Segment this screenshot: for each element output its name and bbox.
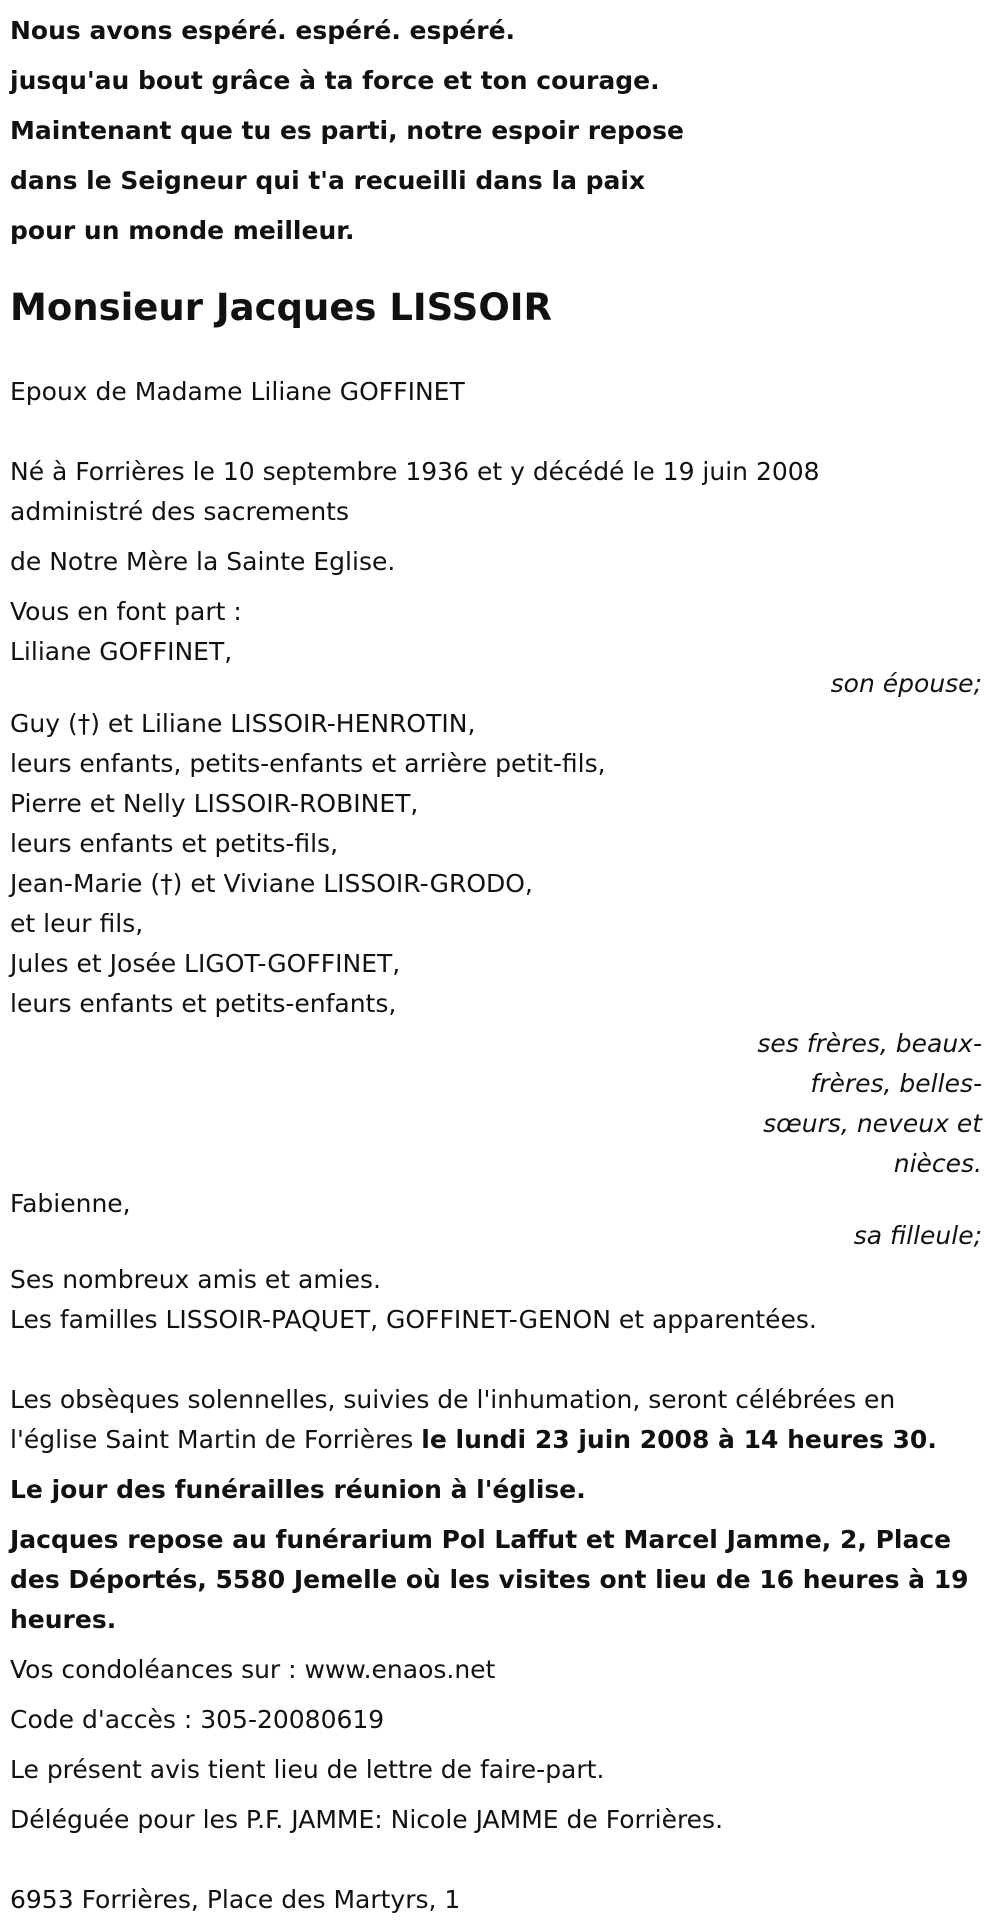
family-line: leurs enfants et petits-enfants, [10,989,397,1018]
spouse-name: Liliane GOFFINET, [10,637,233,666]
deceased-name: Monsieur Jacques LISSOIR [10,286,553,329]
access-code-line: Code d'accès : 305-20080619 [10,1705,385,1734]
funeral-text: Les obsèques solennelles, suivies de l'inhumation, seront célébrées en l'église Saint Martin de Forrières [10,1385,896,1454]
poem [10,0,990,256]
rest-info: Jacques repose au funérarium Pol Laffut et Marcel Jamme, 2, Place des Déportés, 5580 Jemelle où les visites ont lieu de 16 heures à 19 heures. [10,1525,969,1634]
sacraments-line-1: administré des sacrements [10,497,349,526]
family-line: Jules et Josée LIGOT-GOFFINET, [10,949,401,978]
family-role: ses frères, beaux-frères, belles-sœurs, neveux et nièces. [757,1029,982,1178]
funeral-paragraph [10,1380,990,1460]
poem-line: pour un monde meilleur. [10,216,355,245]
spouse-line: Epoux de Madame Liliane GOFFINET [10,377,465,406]
family-line: leurs enfants et petits-fils, [10,829,339,858]
poem-line: Nous avons espéré. espéré. espéré. [10,16,516,45]
announce-intro: Vous en font part : [10,597,242,626]
friends-line: Ses nombreux amis et amies. [10,1265,381,1294]
funeral-date: le lundi 23 juin 2008 à 14 heures 30. [421,1425,937,1454]
condolences-line: Vos condoléances sur : www.enaos.net [10,1655,496,1684]
family-line: leurs enfants, petits-enfants et arrière petit-fils, [10,749,606,778]
sacraments-line-2: de Notre Mère la Sainte Eglise. [10,547,396,576]
spouse-role: son épouse; [830,669,982,698]
family-line: Pierre et Nelly LISSOIR-ROBINET, [10,789,419,818]
family-line: et leur fils, [10,909,144,938]
family-line: Jean-Marie (†) et Viviane LISSOIR-GRODO, [10,869,533,898]
family-list [10,704,990,1024]
goddaughter-role: sa filleule; [853,1221,982,1250]
delegate-line: Déléguée pour les P.F. JAMME: Nicole JAMME de Forrières. [10,1805,724,1834]
meeting-line: Le jour des funérailles réunion à l'église. [10,1475,586,1504]
poem-line: Maintenant que tu es parti, notre espoir repose [10,116,684,145]
address-line: 6953 Forrières, Place des Martyrs, 1 [10,1885,461,1914]
goddaughter: Fabienne, [10,1189,131,1218]
poem-line: jusqu'au bout grâce à ta force et ton courage. [10,66,660,95]
poem-line: dans le Seigneur qui t'a recueilli dans la paix [10,166,646,195]
family-line: Guy (†) et Liliane LISSOIR-HENROTIN, [10,709,476,738]
birth-death-line: Né à Forrières le 10 septembre 1936 et y décédé le 19 juin 2008 [10,457,820,486]
families-line: Les familles LISSOIR-PAQUET, GOFFINET-GENON et apparentées. [10,1305,817,1334]
notice-line: Le présent avis tient lieu de lettre de faire-part. [10,1755,605,1784]
